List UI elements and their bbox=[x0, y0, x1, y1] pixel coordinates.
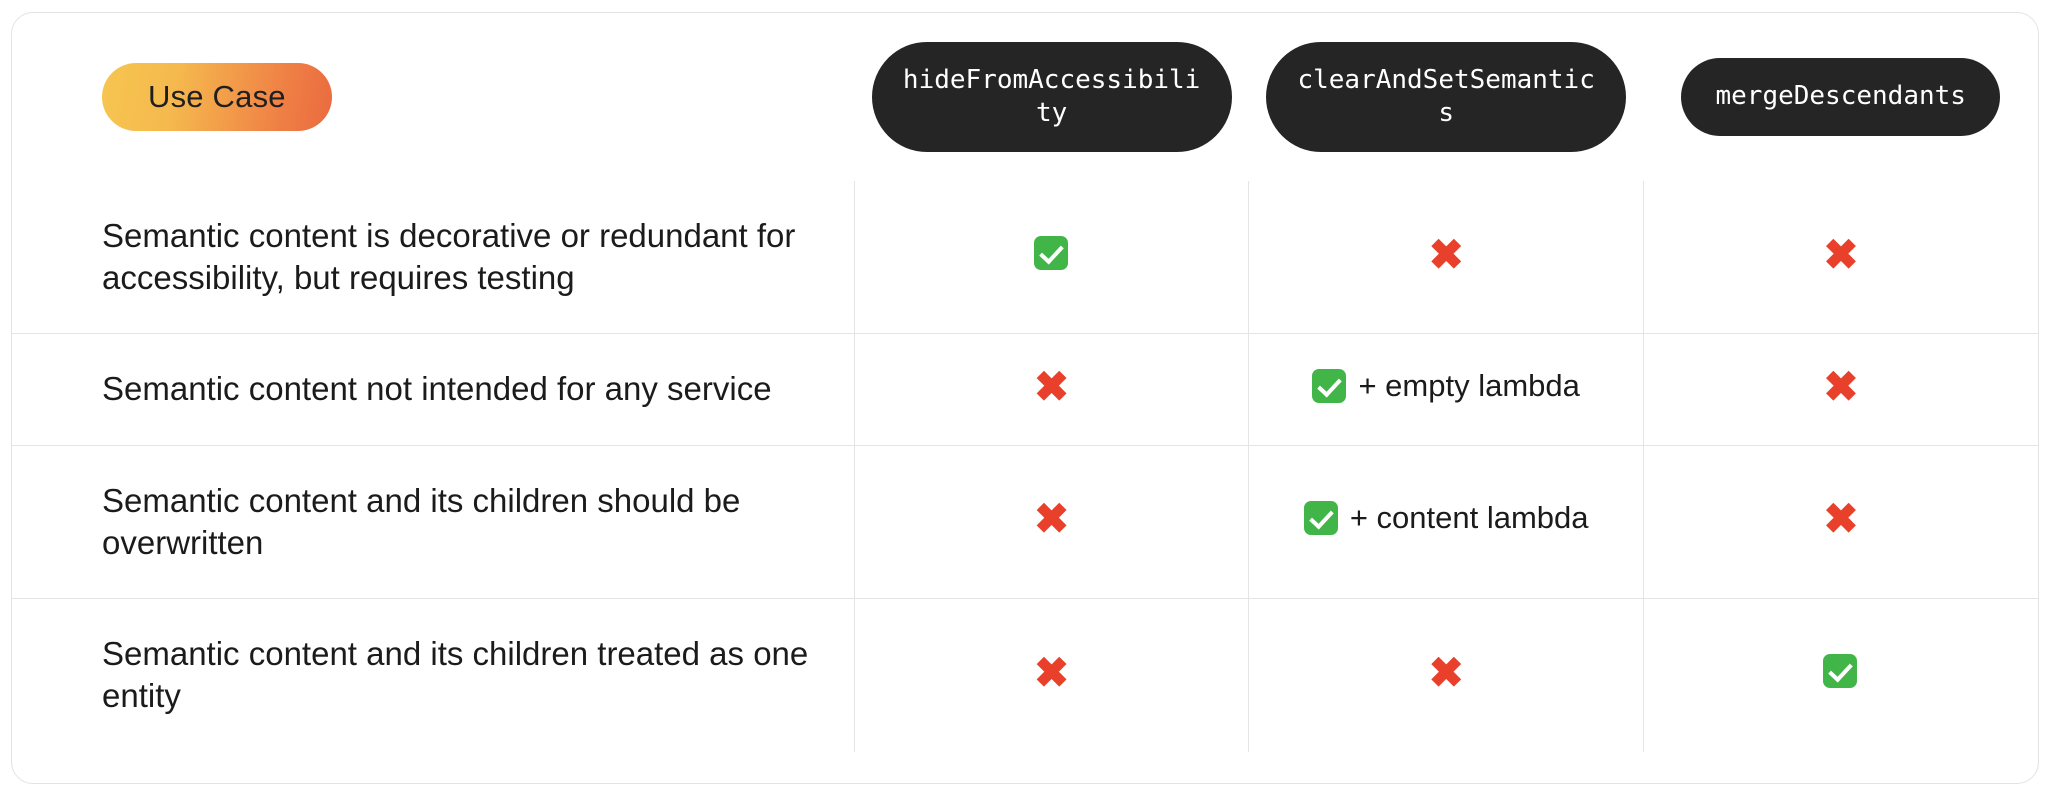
api-pill-clear-and-set-semantics: clearAndSetSemantics bbox=[1266, 42, 1626, 153]
header-cell-use-case bbox=[12, 13, 854, 181]
check-icon bbox=[1823, 654, 1857, 688]
mark-container bbox=[1034, 363, 1070, 411]
cell-note: + content lambda bbox=[1349, 500, 1589, 536]
mark-container bbox=[1823, 654, 1859, 688]
cross-icon: ✖ bbox=[1823, 495, 1859, 543]
cross-icon: ✖ bbox=[1428, 648, 1464, 696]
use-case-text: Semantic content is decorative or redundant for accessibility, but requires testing bbox=[12, 181, 854, 334]
check-icon bbox=[1034, 236, 1068, 270]
cell-merge-descendants bbox=[1643, 445, 2038, 598]
cross-icon: ✖ bbox=[1034, 495, 1070, 543]
table-body bbox=[12, 181, 2038, 752]
mark-container bbox=[1034, 236, 1070, 270]
cross-icon: ✖ bbox=[1823, 363, 1859, 411]
cell-hide-from-accessibility bbox=[854, 445, 1249, 598]
cell-note: + empty lambda bbox=[1358, 368, 1580, 404]
mark-container bbox=[1428, 648, 1464, 696]
table-row bbox=[12, 445, 2038, 598]
cell-clear-and-set-semantics bbox=[1249, 599, 1644, 752]
cell-clear-and-set-semantics bbox=[1249, 445, 1644, 598]
mark-container bbox=[1304, 500, 1589, 536]
cell-hide-from-accessibility bbox=[854, 181, 1249, 334]
cross-icon: ✖ bbox=[1428, 230, 1464, 278]
table-row bbox=[12, 599, 2038, 752]
header-cell-merge-descendants bbox=[1643, 13, 2038, 181]
cell-hide-from-accessibility bbox=[854, 599, 1249, 752]
mark-container bbox=[1823, 495, 1859, 543]
mark-container bbox=[1034, 495, 1070, 543]
cell-hide-from-accessibility bbox=[854, 334, 1249, 445]
mark-container bbox=[1428, 230, 1464, 278]
mark-container bbox=[1034, 648, 1070, 696]
table-header-row bbox=[12, 13, 2038, 181]
check-icon bbox=[1304, 501, 1338, 535]
check-icon bbox=[1312, 369, 1346, 403]
table-row bbox=[12, 334, 2038, 445]
cell-clear-and-set-semantics bbox=[1249, 181, 1644, 334]
mark-container bbox=[1312, 368, 1579, 404]
cell-merge-descendants bbox=[1643, 334, 2038, 445]
cell-clear-and-set-semantics bbox=[1249, 334, 1644, 445]
api-pill-merge-descendants: mergeDescendants bbox=[1681, 58, 1999, 135]
header-cell-clear-and-set-semantics bbox=[1249, 13, 1644, 181]
mark-container bbox=[1823, 230, 1859, 278]
cross-icon: ✖ bbox=[1823, 230, 1859, 278]
api-comparison-table bbox=[12, 13, 2038, 752]
cell-merge-descendants bbox=[1643, 181, 2038, 334]
cross-icon: ✖ bbox=[1034, 363, 1070, 411]
table-row bbox=[12, 181, 2038, 334]
header-cell-hide-from-accessibility bbox=[854, 13, 1249, 181]
use-case-pill-label: Use Case bbox=[102, 63, 332, 131]
cell-merge-descendants bbox=[1643, 599, 2038, 752]
api-pill-hide-from-accessibility: hideFromAccessibility bbox=[872, 42, 1232, 153]
use-case-text: Semantic content and its children treated as one entity bbox=[102, 635, 809, 715]
comparison-card bbox=[11, 12, 2039, 784]
mark-container bbox=[1823, 363, 1859, 411]
use-case-text: Semantic content not intended for any service bbox=[12, 334, 854, 445]
cross-icon: ✖ bbox=[1034, 648, 1070, 696]
use-case-text: Semantic content and its children should be overwritten bbox=[12, 445, 854, 598]
